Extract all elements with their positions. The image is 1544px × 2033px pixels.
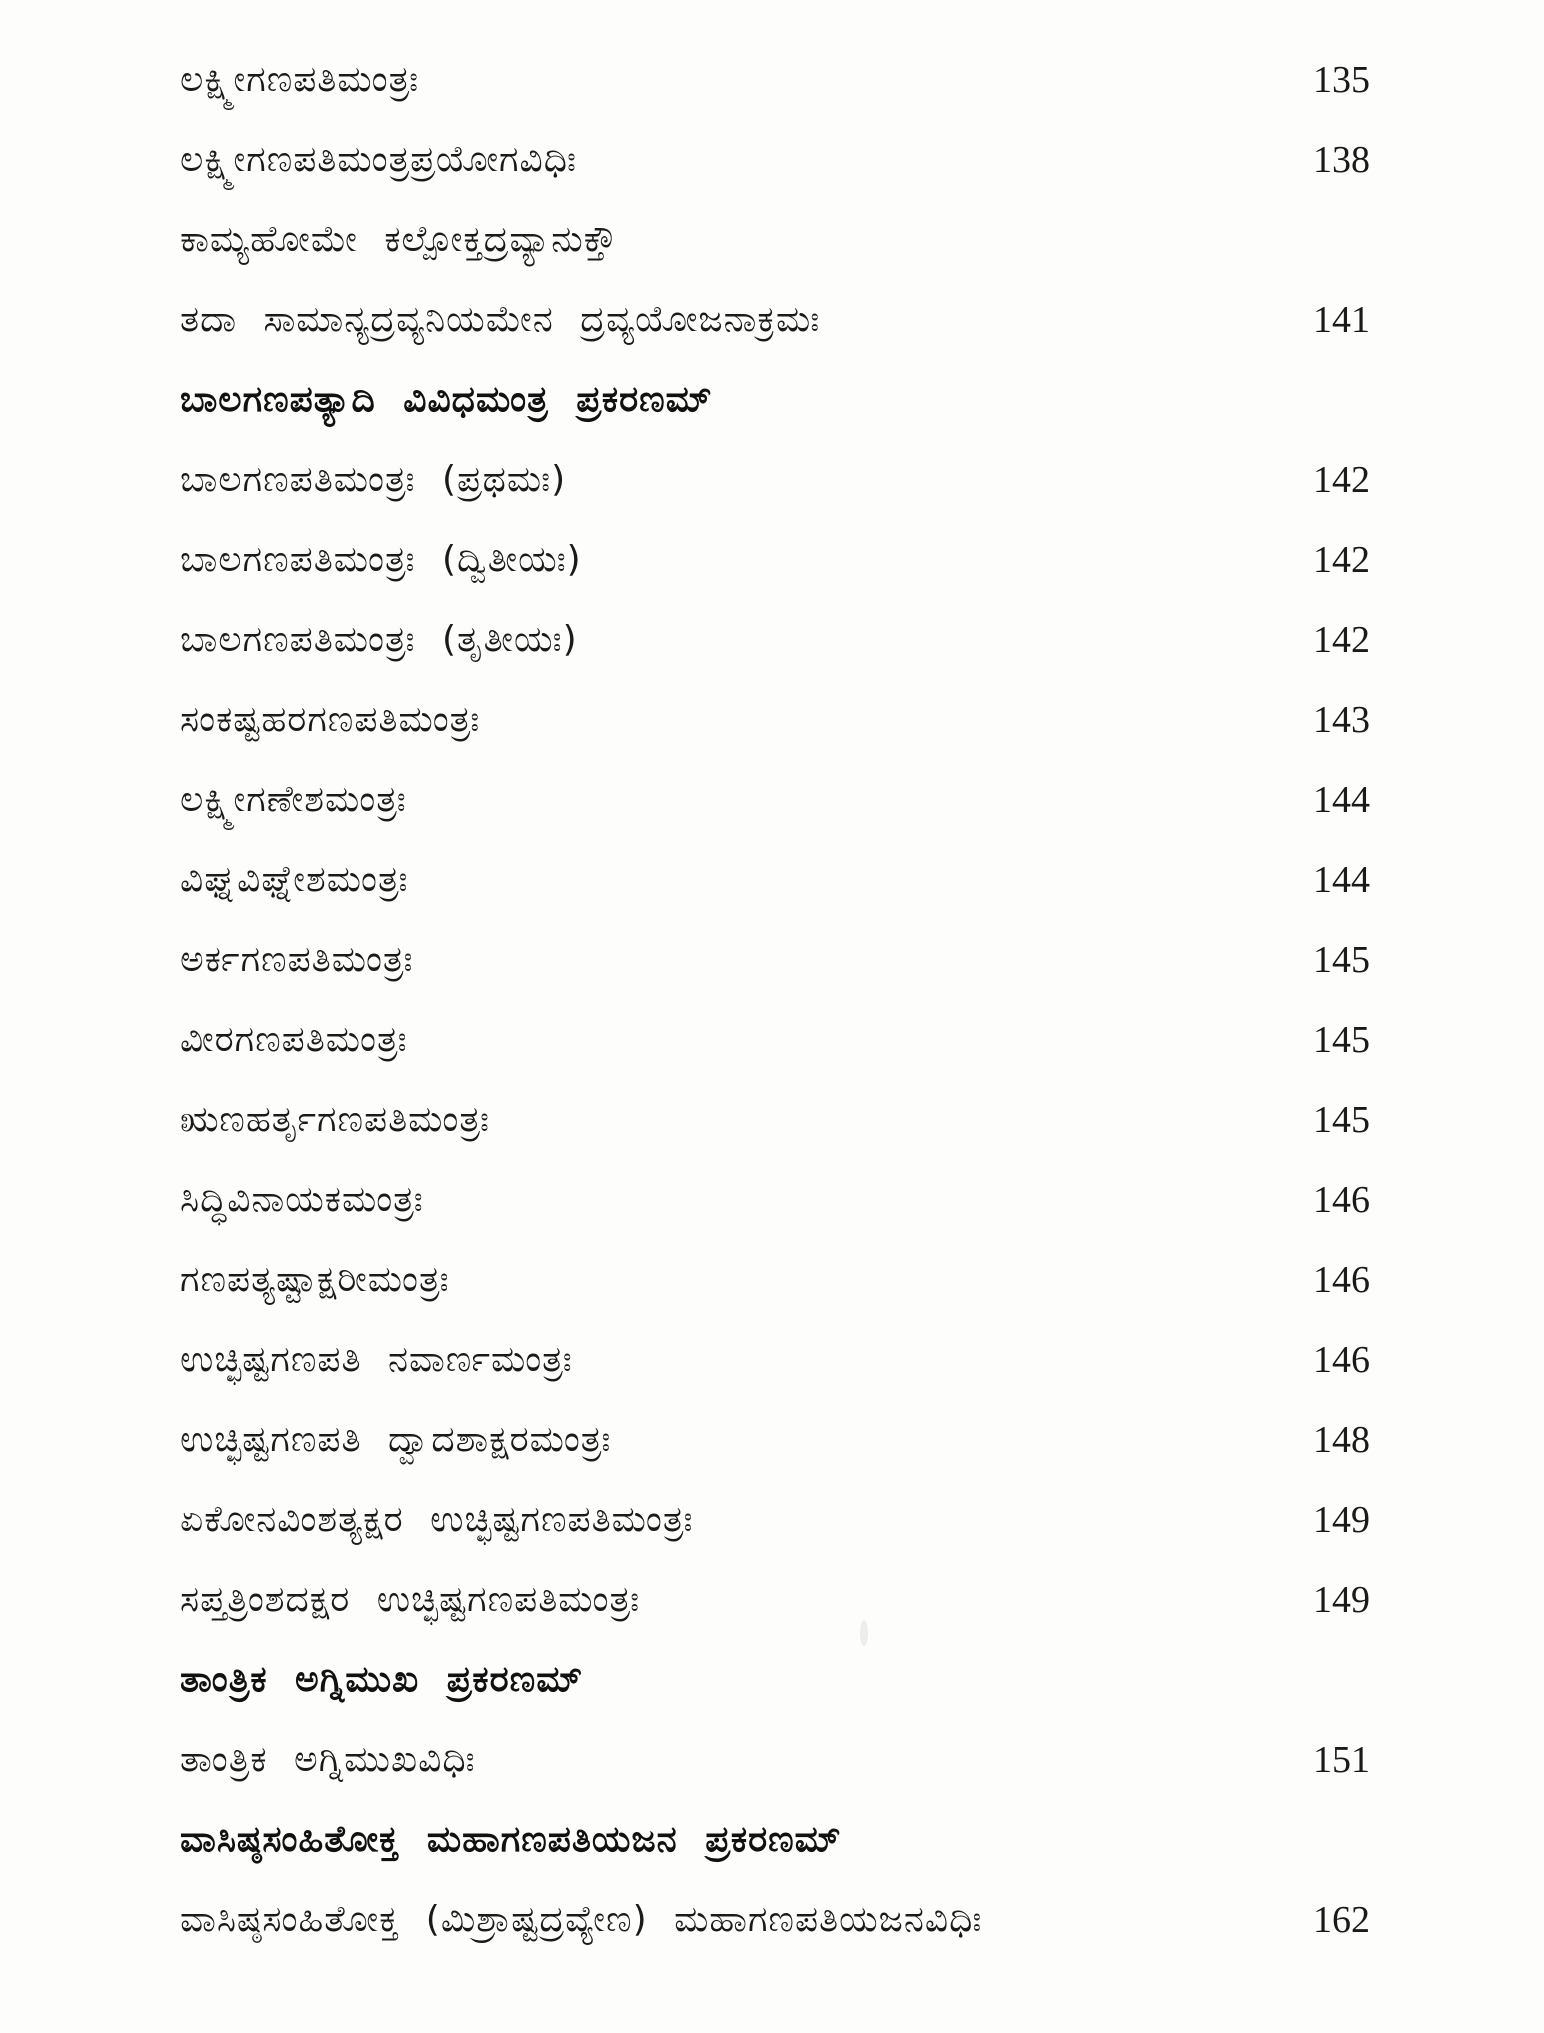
- toc-entry: [180, 200, 1380, 280]
- entry-page-number: 145: [1313, 1019, 1370, 1061]
- toc-entry: [180, 40, 1380, 120]
- toc-section-heading: [180, 1640, 1380, 1720]
- entry-page-number: 146: [1313, 1339, 1370, 1381]
- entry-page-number: 138: [1313, 139, 1370, 181]
- toc-entry: [180, 680, 1380, 760]
- toc-entry: [180, 1480, 1380, 1560]
- toc-entry: [180, 1240, 1380, 1320]
- toc-entry: [180, 1400, 1380, 1480]
- entry-title: ಉಚ್ಛಿಷ್ಟಗಣಪತಿ ನವಾರ್ಣಮಂತ್ರಃ: [180, 1339, 573, 1380]
- entry-page-number: 162: [1313, 1899, 1370, 1941]
- toc-entry: [180, 440, 1380, 520]
- entry-page-number: 146: [1313, 1259, 1370, 1301]
- entry-page-number: 148: [1313, 1419, 1370, 1461]
- entry-title: ತದಾ ಸಾಮಾನ್ಯದ್ರವ್ಯನಿಯಮೇನ ದ್ರವ್ಯಯೋಜನಾಕ್ರಮಃ: [180, 299, 821, 340]
- entry-page-number: 145: [1313, 939, 1370, 981]
- entry-title: ಅರ್ಕಗಣಪತಿಮಂತ್ರಃ: [180, 939, 414, 980]
- entry-title: ಬಾಲಗಣಪತಿಮಂತ್ರಃ (ತೃತೀಯಃ): [180, 619, 578, 660]
- entry-title: ಗಣಪತ್ಯಷ್ಟಾಕ್ಷರೀಮಂತ್ರಃ: [180, 1259, 450, 1300]
- entry-title: ಸಿದ್ಧಿವಿನಾಯಕಮಂತ್ರಃ: [180, 1179, 424, 1220]
- entry-page-number: 143: [1313, 699, 1370, 741]
- toc-entry: [180, 840, 1380, 920]
- toc-entry: [180, 1560, 1380, 1640]
- entry-title: ಬಾಲಗಣಪತಿಮಂತ್ರಃ (ಪ್ರಥಮಃ): [180, 459, 567, 500]
- toc-entry: [180, 1720, 1380, 1800]
- toc-entry: [180, 520, 1380, 600]
- toc-entry: [180, 920, 1380, 1000]
- toc-entry: [180, 1080, 1380, 1160]
- entry-title: ಋಣಹರ್ತೃಗಣಪತಿಮಂತ್ರಃ: [180, 1099, 490, 1140]
- toc-entry: [180, 1320, 1380, 1400]
- section-heading-title: ಬಾಲಗಣಪತ್ಯಾದಿ ವಿವಿಧಮಂತ್ರ ಪ್ರಕರಣಮ್: [180, 379, 713, 420]
- entry-page-number: 141: [1313, 299, 1370, 341]
- toc-section-heading: [180, 1800, 1380, 1880]
- entry-title: ಸಂಕಷ್ಟಹರಗಣಪತಿಮಂತ್ರಃ: [180, 699, 481, 740]
- toc-section-heading: [180, 360, 1380, 440]
- entry-page-number: 142: [1313, 619, 1370, 661]
- entry-page-number: 142: [1313, 539, 1370, 581]
- section-heading-title: ತಾಂತ್ರಿಕ ಅಗ್ನಿಮುಖ ಪ್ರಕರಣಮ್: [180, 1659, 584, 1700]
- toc-entry: [180, 120, 1380, 200]
- entry-title: ಉಚ್ಛಿಷ್ಟಗಣಪತಿ ದ್ವಾದಶಾಕ್ಷರಮಂತ್ರಃ: [180, 1419, 612, 1460]
- entry-page-number: 142: [1313, 459, 1370, 501]
- toc-entry: [180, 280, 1380, 360]
- entry-title: ಸಪ್ತತ್ರಿಂಶದಕ್ಷರ ಉಚ್ಛಿಷ್ಟಗಣಪತಿಮಂತ್ರಃ: [180, 1579, 641, 1620]
- entry-title: ಏಕೋನವಿಂಶತ್ಯಕ್ಷರ ಉಚ್ಛಿಷ್ಟಗಣಪತಿಮಂತ್ರಃ: [180, 1499, 694, 1540]
- entry-page-number: 144: [1313, 859, 1370, 901]
- entry-page-number: 144: [1313, 779, 1370, 821]
- entry-page-number: 146: [1313, 1179, 1370, 1221]
- entry-page-number: 145: [1313, 1099, 1370, 1141]
- entry-title: ವಾಸಿಷ್ಠಸಂಹಿತೋಕ್ತ (ಮಿಶ್ರಾಷ್ಟದ್ರವ್ಯೇಣ) ಮಹಾಗಣಪತಿಯಜನವಿಧಿಃ: [180, 1899, 983, 1940]
- toc-entry: [180, 760, 1380, 840]
- toc-entry: [180, 1160, 1380, 1240]
- entry-title: ಕಾಮ್ಯಹೋಮೇ ಕಲ್ಪೋಕ್ತದ್ರವ್ಯಾನುಕ್ತೌ: [180, 219, 618, 260]
- toc-entry: [180, 1880, 1380, 1960]
- entry-title: ಲಕ್ಷ್ಮೀಗಣಪತಿಮಂತ್ರಪ್ರಯೋಗವಿಧಿಃ: [180, 139, 577, 180]
- entry-title: ವಿಘ್ನವಿಘ್ನೇಶಮಂತ್ರಃ: [180, 859, 409, 900]
- entry-page-number: 149: [1313, 1499, 1370, 1541]
- entry-page-number: 135: [1313, 59, 1370, 101]
- section-heading-title: ವಾಸಿಷ್ಠಸಂಹಿತೋಕ್ತ ಮಹಾಗಣಪತಿಯಜನ ಪ್ರಕರಣಮ್: [180, 1819, 842, 1860]
- entry-page-number: 151: [1313, 1739, 1370, 1781]
- entry-title: ವೀರಗಣಪತಿಮಂತ್ರಃ: [180, 1019, 408, 1060]
- toc-entry: [180, 1000, 1380, 1080]
- table-of-contents: [180, 40, 1380, 1960]
- entry-title: ಲಕ್ಷ್ಮೀಗಣಪತಿಮಂತ್ರಃ: [180, 59, 420, 100]
- entry-title: ಬಾಲಗಣಪತಿಮಂತ್ರಃ (ದ್ವಿತೀಯಃ): [180, 539, 582, 580]
- entry-title: ತಾಂತ್ರಿಕ ಅಗ್ನಿಮುಖವಿಧಿಃ: [180, 1739, 476, 1780]
- toc-entry: [180, 600, 1380, 680]
- entry-title: ಲಕ್ಷ್ಮೀಗಣೇಶಮಂತ್ರಃ: [180, 779, 407, 820]
- entry-page-number: 149: [1313, 1579, 1370, 1621]
